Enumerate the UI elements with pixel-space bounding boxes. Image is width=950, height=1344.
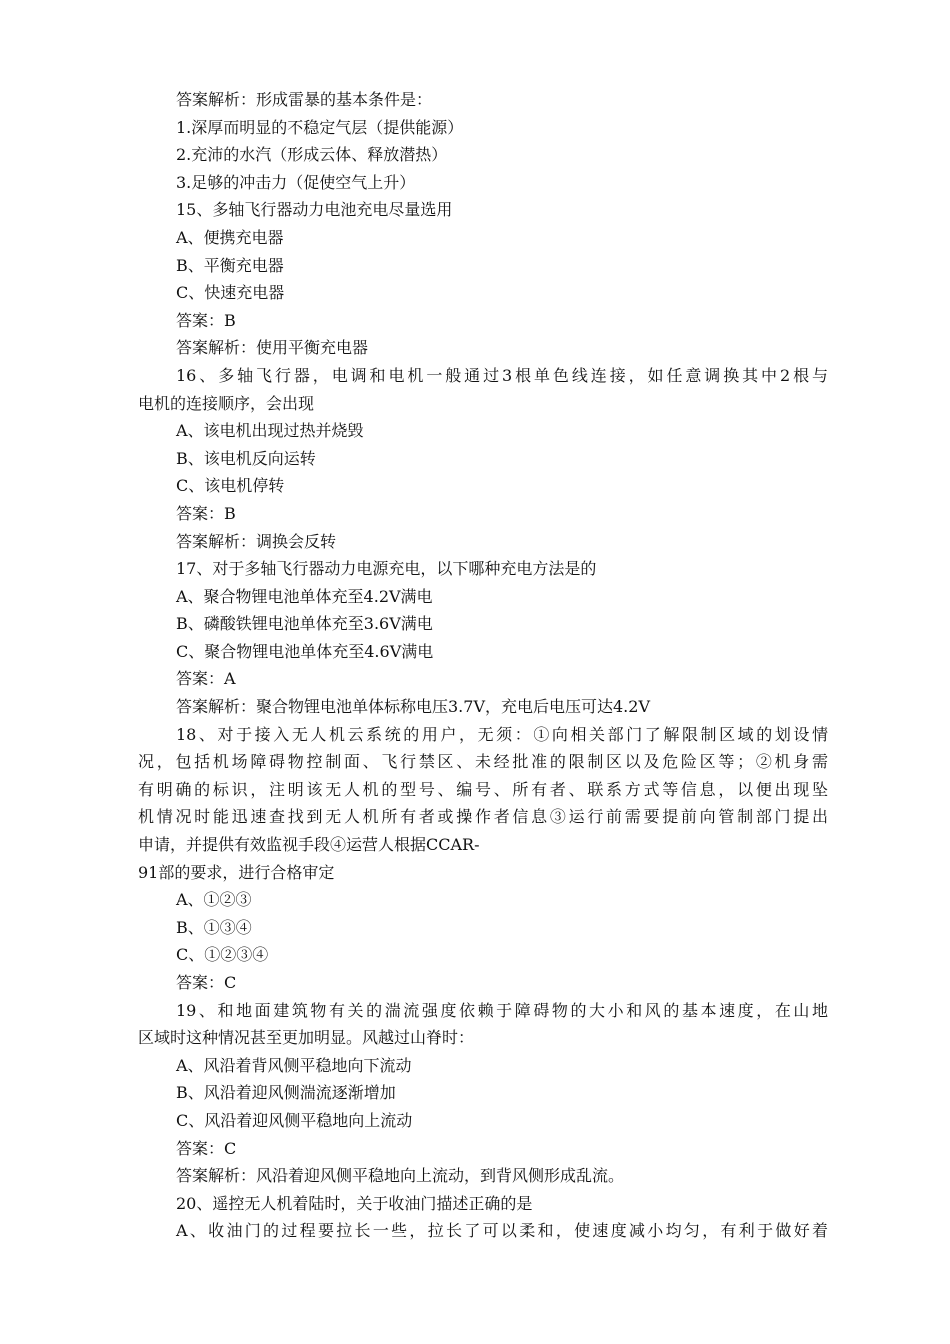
text-line: C、该电机停转 [176, 476, 285, 496]
text-line: 有明确的标识，注明该无人机的型号、编号、所有者、联系方式等信息，以便出现坠 [138, 779, 828, 799]
text-line: 3.足够的冲击力（促使空气上升） [176, 172, 416, 192]
text-line: C、快速充电器 [176, 283, 285, 303]
text-line: C、①②③④ [176, 945, 269, 965]
document-page [138, 86, 828, 1245]
text-line: 区域时这种情况甚至更加明显。风越过山脊时： [138, 1028, 475, 1048]
text-line: 91部的要求，进行合格审定 [138, 862, 335, 882]
text-line: 1.深厚而明显的不稳定气层（提供能源） [176, 117, 464, 137]
text-line: 18、对于接入无人机云系统的用户，无须：①向相关部门了解限制区域的划设情 [176, 724, 828, 744]
text-line: 19、和地面建筑物有关的湍流强度依赖于障碍物的大小和风的基本速度，在山地 [176, 1000, 828, 1020]
text-line: A、①②③ [176, 890, 252, 910]
text-line: 2.充沛的水汽（形成云体、释放潜热） [176, 145, 448, 165]
text-line: 机情况时能迅速查找到无人机所有者或操作者信息③运行前需要提前向管制部门提出 [138, 807, 828, 827]
text-line: 答案解析：聚合物锂电池单体标称电压3.7V，充电后电压可达4.2V [176, 697, 651, 717]
text-line: 答案解析：形成雷暴的基本条件是： [176, 90, 433, 109]
text-line: A、风沿着背风侧平稳地向下流动 [176, 1055, 412, 1075]
text-line: 答案：A [176, 669, 236, 689]
text-line: B、①③④ [176, 917, 252, 937]
text-line: 答案：B [176, 503, 236, 523]
text-line: B、该电机反向运转 [176, 448, 316, 468]
text-line: B、磷酸铁锂电池单体充至3.6V满电 [176, 614, 433, 634]
text-line: A、该电机出现过热并烧毁 [176, 421, 364, 441]
text-line: 答案：C [176, 973, 237, 992]
text-line: A、收油门的过程要拉长一些，拉长了可以柔和，使速度减小均匀，有利于做好着 [176, 1221, 828, 1241]
text-line: B、风沿着迎风侧湍流逐渐增加 [176, 1083, 396, 1103]
text-line: 17、对于多轴飞行器动力电源充电，以下哪种充电方法是的 [176, 559, 597, 579]
text-line: 答案：B [176, 310, 236, 330]
text-line: 答案解析：使用平衡充电器 [176, 338, 369, 358]
text-line: C、聚合物锂电池单体充至4.6V满电 [176, 641, 434, 661]
text-line: A、便携充电器 [176, 227, 284, 247]
text-line: 电机的连接顺序，会出现 [138, 393, 315, 413]
text-line: 答案：C [176, 1138, 237, 1158]
text-line: C、风沿着迎风侧平稳地向上流动 [176, 1110, 413, 1130]
text-line: 16、多轴飞行器，电调和电机一般通过3根单色线连接，如任意调换其中2根与 [176, 365, 828, 385]
text-line: A、聚合物锂电池单体充至4.2V满电 [176, 586, 433, 606]
text-line: 15、多轴飞行器动力电池充电尽量选用 [176, 200, 453, 220]
text-line: 答案解析：风沿着迎风侧平稳地向上流动，到背风侧形成乱流。 [176, 1166, 625, 1186]
text-line: B、平衡充电器 [176, 255, 284, 275]
text-line: 20、遥控无人机着陆时，关于收油门描述正确的是 [176, 1193, 533, 1213]
text-line: 申请，并提供有效监视手段④运营人根据CCAR- [138, 835, 480, 855]
text-line: 答案解析：调换会反转 [176, 531, 337, 551]
text-line: 况，包括机场障碍物控制面、飞行禁区、未经批准的限制区以及危险区等；②机身需 [138, 752, 828, 772]
